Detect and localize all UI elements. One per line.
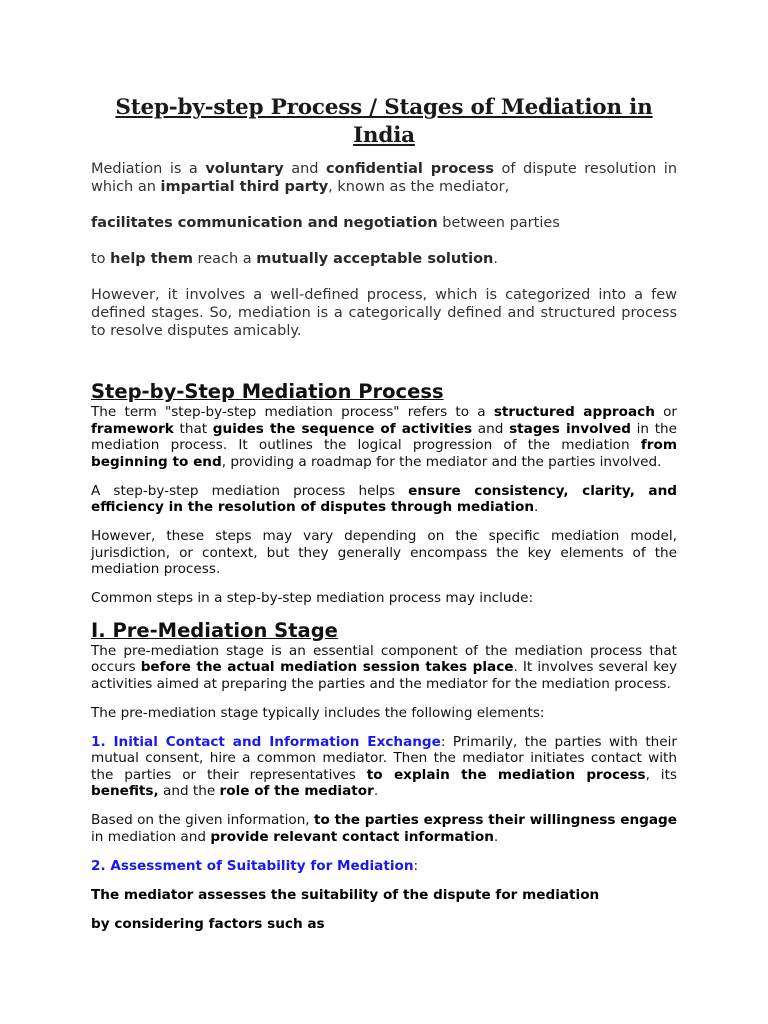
bold-text: benefits, xyxy=(91,783,159,799)
suitability-paragraph-1: The mediator assesses the suitability of the dispute for mediation xyxy=(91,886,600,903)
plain-text: A step-by-step mediation process helps xyxy=(91,482,409,499)
process-paragraph-2 xyxy=(91,483,677,516)
pre-mediation-paragraph-2: The pre-mediation stage typically includes the following elements: xyxy=(91,704,545,721)
blue-subheading-text: 2. Assessment of Suitability for Mediation xyxy=(91,857,414,874)
process-paragraph-4: Common steps in a step-by-step mediation process may include: xyxy=(91,590,534,606)
bold-text: to explain the mediation process xyxy=(366,766,646,783)
bold-text: role of the mediator xyxy=(219,783,374,799)
plain-text: between parties xyxy=(437,215,560,231)
blue-subheading-text: 1. Initial Contact and Information Exchange xyxy=(91,733,441,750)
page-title: Step-by-step Process / Stages of Mediation in India xyxy=(115,95,653,148)
plain-text: Mediation is a xyxy=(91,161,206,177)
willingness-paragraph xyxy=(91,812,677,845)
plain-text: Based on the given information, xyxy=(91,812,314,828)
bold-text: framework xyxy=(91,420,174,437)
plain-text: to xyxy=(91,251,111,267)
bold-text: facilitates communication and negotiation xyxy=(91,215,438,231)
intro-paragraph-1 xyxy=(91,160,677,196)
plain-text: : xyxy=(413,857,419,874)
plain-text: or xyxy=(654,404,677,420)
bold-text: confidential process xyxy=(326,161,494,177)
section-heading-process: Step-by-Step Mediation Process xyxy=(91,380,444,403)
bold-text: ensure consistency, clarity, and efficiency in the resolution of disputes through mediation xyxy=(91,482,677,515)
section-heading-pre-mediation: I. Pre-Mediation Stage xyxy=(91,618,338,642)
bold-text: from beginning to end xyxy=(91,437,677,470)
bold-text: voluntary xyxy=(205,161,284,177)
intro-paragraph-2 xyxy=(91,214,677,232)
plain-text: that xyxy=(173,420,213,437)
initial-contact-paragraph xyxy=(91,734,677,800)
plain-text: The term "step-by-step mediation process" refers to a xyxy=(91,404,494,420)
plain-text: . xyxy=(534,499,539,515)
plain-text: and xyxy=(283,161,327,177)
intro-paragraph-3 xyxy=(91,250,677,268)
plain-text: in the mediation process. It outlines the logical progression of the mediation xyxy=(91,420,678,453)
bold-text: stages involved xyxy=(509,420,631,437)
bold-text: guides the sequence of activities xyxy=(212,420,473,437)
bold-text: provide relevant contact information xyxy=(210,828,494,845)
plain-text: and the xyxy=(158,783,220,799)
plain-text: and xyxy=(472,420,510,437)
plain-text: . xyxy=(493,251,498,267)
bold-text: to the parties express their willingness engage xyxy=(314,812,677,828)
bold-text: help them xyxy=(110,251,193,267)
plain-text: . xyxy=(373,783,379,799)
process-paragraph-3: However, these steps may vary depending on the specific mediation model, jurisdiction, or context, but they generally encompass the key elements of the mediation process. xyxy=(91,528,677,577)
plain-text: , providing a roadmap for the mediator and the parties involved. xyxy=(221,453,662,470)
plain-text: . It involves several key activities aimed at preparing the parties and the mediator for the mediation process. xyxy=(91,659,678,692)
bold-text: mutually acceptable solution xyxy=(256,251,494,267)
plain-text: The pre-mediation stage is an essential component of the mediation process that occurs xyxy=(91,642,677,675)
intro-paragraph-4: However, it involves a well-defined process, which is categorized into a few defined stages. So, mediation is a categorically defined and structured process to resolve disputes amicably. xyxy=(91,287,677,339)
plain-text: in mediation and xyxy=(91,828,211,845)
document-page xyxy=(91,94,677,932)
plain-text: , its xyxy=(645,766,677,783)
plain-text: reach a xyxy=(192,251,257,267)
bold-text: impartial third party xyxy=(160,179,329,195)
bold-text: structured approach xyxy=(493,404,655,420)
plain-text: . xyxy=(493,828,499,845)
suitability-paragraph-2: by considering factors such as xyxy=(91,915,325,932)
plain-text: : Primarily, the parties with their mutual consent, hire a common mediator. Then the mediator initiates contact with the parties or their representatives xyxy=(91,733,677,783)
plain-text: , known as the mediator, xyxy=(328,179,510,195)
suitability-heading xyxy=(91,858,677,875)
plain-text: of dispute resolution in which an xyxy=(91,161,678,195)
process-paragraph-1 xyxy=(91,404,677,470)
bold-text: before the actual mediation session takes place xyxy=(140,659,514,675)
pre-mediation-paragraph-1 xyxy=(91,643,677,693)
